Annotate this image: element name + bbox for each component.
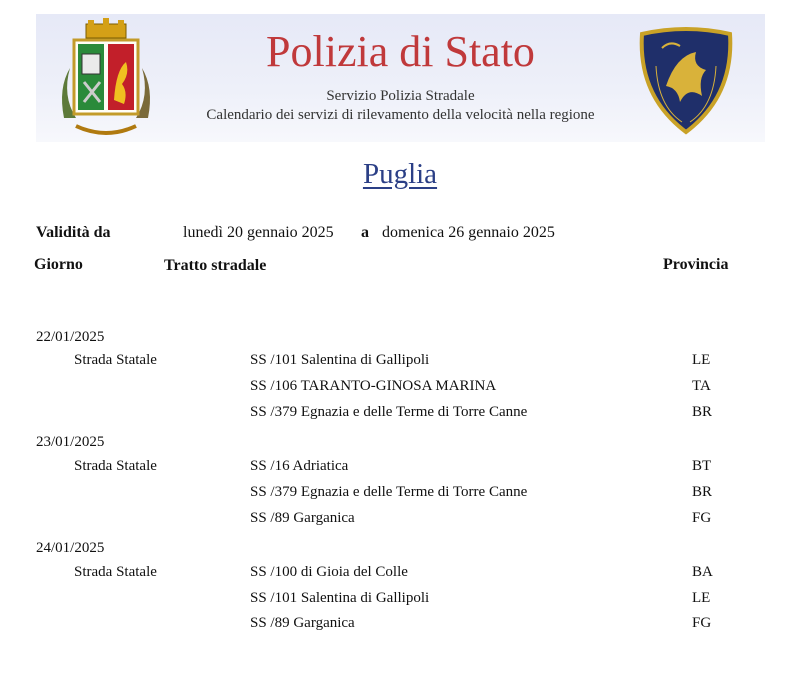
table-row bbox=[0, 458, 800, 480]
road-category: Strada Statale bbox=[74, 458, 157, 474]
polizia-stradale-badge-icon bbox=[636, 26, 736, 136]
column-header-road: Tratto stradale bbox=[164, 257, 267, 274]
road-segment: SS /379 Egnazia e delle Terme di Torre Canne bbox=[250, 484, 528, 500]
validity-to: domenica 26 gennaio 2025 bbox=[382, 224, 555, 241]
calendar-description: Calendario dei servizi di rilevamento della velocità nella regione bbox=[206, 107, 595, 123]
road-segment: SS /89 Garganica bbox=[250, 615, 355, 631]
table-row bbox=[0, 404, 800, 426]
road-segment: SS /101 Salentina di Gallipoli bbox=[250, 590, 430, 606]
column-header-province: Provincia bbox=[663, 256, 729, 273]
day-date: 24/01/2025 bbox=[36, 540, 105, 556]
table-row bbox=[0, 510, 800, 532]
column-header-day: Giorno bbox=[34, 256, 83, 273]
road-segment: SS /379 Egnazia e delle Terme di Torre Canne bbox=[250, 404, 528, 420]
road-category: Strada Statale bbox=[74, 564, 157, 580]
road-segment: SS /106 TARANTO-GINOSA MARINA bbox=[250, 378, 497, 394]
table-row bbox=[0, 484, 800, 506]
day-date: 23/01/2025 bbox=[36, 434, 105, 450]
day-group bbox=[0, 540, 800, 562]
table-row bbox=[0, 564, 800, 586]
validity-from: lunedì 20 gennaio 2025 bbox=[183, 224, 334, 241]
province-code: LE bbox=[692, 590, 711, 606]
region-title: Puglia bbox=[362, 158, 438, 190]
road-segment: SS /16 Adriatica bbox=[250, 458, 349, 474]
table-row bbox=[0, 590, 800, 612]
road-category: Strada Statale bbox=[74, 352, 157, 368]
province-code: FG bbox=[692, 615, 712, 631]
province-code: BA bbox=[692, 564, 713, 580]
table-row bbox=[0, 615, 800, 637]
validity-label: Validità da bbox=[36, 224, 111, 241]
page-header bbox=[36, 14, 765, 142]
province-code: LE bbox=[692, 352, 711, 368]
service-name: Servizio Polizia Stradale bbox=[326, 88, 475, 104]
province-code: BR bbox=[692, 484, 713, 500]
province-code: FG bbox=[692, 510, 712, 526]
day-date: 22/01/2025 bbox=[36, 329, 105, 345]
road-segment: SS /89 Garganica bbox=[250, 510, 355, 526]
province-code: BT bbox=[692, 458, 712, 474]
table-row bbox=[0, 352, 800, 374]
road-segment: SS /100 di Gioia del Colle bbox=[250, 564, 408, 580]
day-group bbox=[0, 329, 800, 351]
province-code: TA bbox=[692, 378, 711, 394]
validity-to-label: a bbox=[361, 224, 369, 241]
table-row bbox=[0, 378, 800, 400]
road-segment: SS /101 Salentina di Gallipoli bbox=[250, 352, 430, 368]
province-code: BR bbox=[692, 404, 713, 420]
page-title: Polizia di Stato bbox=[266, 27, 535, 76]
day-group bbox=[0, 434, 800, 456]
